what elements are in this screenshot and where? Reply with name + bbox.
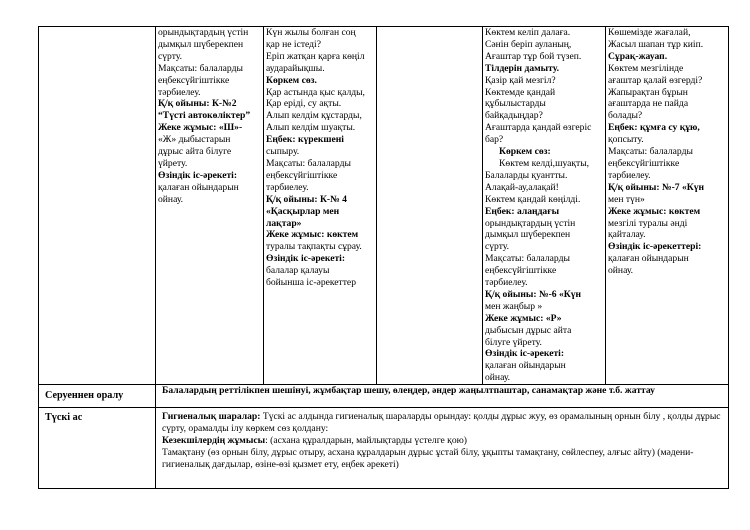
cell-line: Өзіндік іс-әрекеті:	[158, 169, 238, 181]
cell-line: Көркем сөз.	[266, 74, 317, 86]
cell-line: еңбексүйгіштікке	[485, 265, 557, 277]
return-from-walk-row	[39, 385, 729, 408]
cell-line: «Ж» дыбыстарын	[158, 134, 231, 146]
cell-line: бойынша іс-әрекеттер	[266, 277, 356, 289]
cell-line: Еңбек: күрекшені	[266, 134, 344, 146]
day-cell-2	[264, 27, 377, 385]
cell-line: Күн жылы болған соң	[266, 27, 356, 38]
cell-line: ойнау.	[485, 372, 511, 384]
cell-line: тәрбиелеу.	[266, 181, 309, 193]
cell-line: Жасыл шапан тұр киіп.	[608, 38, 704, 50]
cell-line: Мақсаты: балаларды	[158, 62, 243, 74]
cell-line: қопсыту.	[608, 134, 644, 146]
cell-line: ойнау.	[158, 193, 184, 205]
cell-line: Көктемде қандай	[485, 86, 556, 98]
cell-line: мезгілі туралы әнді	[608, 217, 688, 229]
cell-line: Өзіндік іс-әрекеті:	[266, 253, 346, 265]
meal-text: Тамақтану (өз орнын білу, дұрыс отыру, асхана құралдарын дұрыс ұстай білу, ұқыпты тамақтану, сөйлеспеу, алғыс айту) (мәдени-гигиеналық дағдылар, өзіне-өзі қызмет ету, еңбек әрекеті)	[162, 446, 694, 470]
cell-line: Көктем мезгілінде	[608, 62, 684, 74]
cell-line: Өзіндік іс-әрекеті:	[485, 348, 565, 360]
hygiene-text: Түскі ас алдында гигиеналық шараларды орындау: қолды дұрыс жуу, өз орамалының орнын білу , қолды дұрыс сүрту, орамалды ілу көркем сөз қолдану:	[162, 411, 721, 435]
cell-line: Қар астында қыс қалды,	[266, 86, 365, 98]
cell-line: тәрбиелеу.	[485, 277, 528, 289]
cell-line: байқадыңдар?	[485, 110, 543, 122]
day-cell-5	[606, 27, 729, 385]
cell-line: Алақай-ау,алақай!	[485, 181, 559, 193]
cell-line: орындықтардың үстін	[158, 27, 249, 38]
cell-line: тәрбиелеу.	[158, 86, 201, 98]
plan-table	[38, 26, 729, 489]
cell-line: Көктем қандай көңілді.	[485, 193, 581, 205]
cell-line: қалаған ойындарын	[485, 360, 566, 372]
cell-line: болады?	[608, 110, 643, 122]
cell-line: Көктем келді,шуақты,	[499, 157, 590, 169]
cell-line: Алып келдім құстарды,	[266, 110, 362, 122]
cell-line: бар?	[485, 134, 504, 146]
cell-line: туралы тақпақты сұрау.	[266, 241, 362, 253]
cell-line: Жеке жұмыс: «Р»	[485, 312, 562, 324]
cell-line: аударайықшы.	[266, 62, 325, 74]
cell-line: Ағаштарда қандай өзгеріс	[485, 122, 592, 134]
cell-line: ағаштар қалай өзгерді?	[608, 74, 703, 86]
cell-line: үйрету.	[158, 157, 188, 169]
cell-line: сыпыру.	[266, 146, 300, 158]
cell-line: сүрту.	[158, 50, 183, 62]
cell-line: сүрту.	[485, 241, 510, 253]
walk-activities-row	[39, 27, 729, 385]
day-cell-4	[483, 27, 606, 385]
return-text: Балалардың реттілікпен шешінуі, жұмбақтар шешу, өлеңдер, әндер жаңылтпаштар, санамақтар және т.б. жаттау	[156, 385, 729, 408]
cell-line: мен жаңбыр »	[485, 300, 543, 312]
cell-line: “Түсті автокөліктер”	[158, 110, 251, 122]
return-label: Серуеннен оралу	[39, 385, 156, 408]
lunch-text	[156, 408, 729, 489]
cell-line: Тілдерін дамыту.	[485, 62, 559, 74]
cell-line: Қ/қ ойыны: №-7 «Күн	[608, 181, 705, 193]
cell-line: Қазір қай мезгіл?	[485, 74, 556, 86]
cell-line: балалар қалауы	[266, 265, 330, 277]
row-label-empty	[39, 27, 156, 385]
cell-line: тәрбиелеу.	[608, 169, 651, 181]
cell-line: Еңбек: құмға су құю,	[608, 122, 700, 134]
cell-line: еңбексүйгіштікке	[608, 157, 680, 169]
cell-line: Жапырақтан бұрын	[608, 86, 688, 98]
cell-line: Жеке жұмыс: көктем	[266, 229, 359, 241]
duty-label: Кезекшілердің жұмысы	[162, 435, 266, 446]
cell-line: дұрыс айта білуге	[158, 146, 232, 158]
cell-line: білуге үйрету.	[485, 336, 542, 348]
cell-line: Жеке жұмыс: көктем	[608, 205, 701, 217]
cell-line: Сұрақ-жауап.	[608, 50, 668, 62]
cell-line: қалаған ойындарын	[158, 181, 239, 193]
cell-line: Сәнін беріп ауланың,	[485, 38, 572, 50]
cell-line: Ағаштар тұр бой түзеп.	[485, 50, 582, 62]
cell-line: мен түн»	[608, 193, 645, 205]
cell-line: құбылыстарды	[485, 98, 546, 110]
cell-line: дымқыл шүберекпен	[485, 229, 571, 241]
day-cell-1	[156, 27, 264, 385]
cell-line: орындықтардың үстін	[485, 217, 576, 229]
cell-line: Алып келдім шуақты.	[266, 122, 356, 134]
hygiene-label: Гигиеналық шаралар:	[162, 411, 261, 423]
cell-line: Қ/қ ойыны: №-6 «Күн	[485, 288, 582, 300]
cell-line: ойнау.	[608, 265, 634, 277]
lunch-label: Түскі ас	[39, 408, 156, 489]
day-cell-3	[377, 27, 483, 385]
cell-line: дымқыл шүберекпен	[158, 38, 244, 50]
cell-line: Мақсаты: балаларды	[608, 146, 693, 158]
lunch-row	[39, 408, 729, 489]
cell-line: дыбысын дұрыс айта	[485, 324, 572, 336]
cell-line: еңбексүйгіштікке	[158, 74, 230, 86]
cell-line: еңбексүйгіштікке	[266, 169, 338, 181]
cell-line: қар не істеді?	[266, 38, 321, 50]
cell-line: Қар еріді, су ақты.	[266, 98, 342, 110]
cell-line: Көктем келіп далаға.	[485, 27, 571, 38]
cell-line: «Қасқырлар мен	[266, 205, 340, 217]
cell-line: лақтар»	[266, 217, 302, 229]
cell-line: ағаштарда не пайда	[608, 98, 689, 110]
cell-line: Еңбек: алаңдағы	[485, 205, 560, 217]
cell-line: Жеке жұмыс: «Ш»-	[158, 122, 243, 134]
cell-line: Өзіндік іс-әрекеттері:	[608, 241, 702, 253]
cell-line: Көшемізде жағалай,	[608, 27, 691, 38]
cell-line: Балаларды қуантты.	[485, 169, 568, 181]
cell-line: Мақсаты: балаларды	[266, 157, 351, 169]
cell-line: Мақсаты: балаларды	[485, 253, 570, 265]
cell-line: Қ/қ ойыны: К-№2	[158, 98, 237, 110]
cell-line: Қ/қ ойыны: К-№ 4	[266, 193, 347, 205]
cell-line: қалаған ойындарын	[608, 253, 689, 265]
cell-line: Еріп жатқан қарға көңіл	[266, 50, 365, 62]
cell-line: Көркем сөз:	[499, 146, 551, 158]
cell-line: қайталау.	[608, 229, 646, 241]
duty-text: : (асхана құралдарын, майлықтарды үстелге қою)	[265, 435, 467, 446]
